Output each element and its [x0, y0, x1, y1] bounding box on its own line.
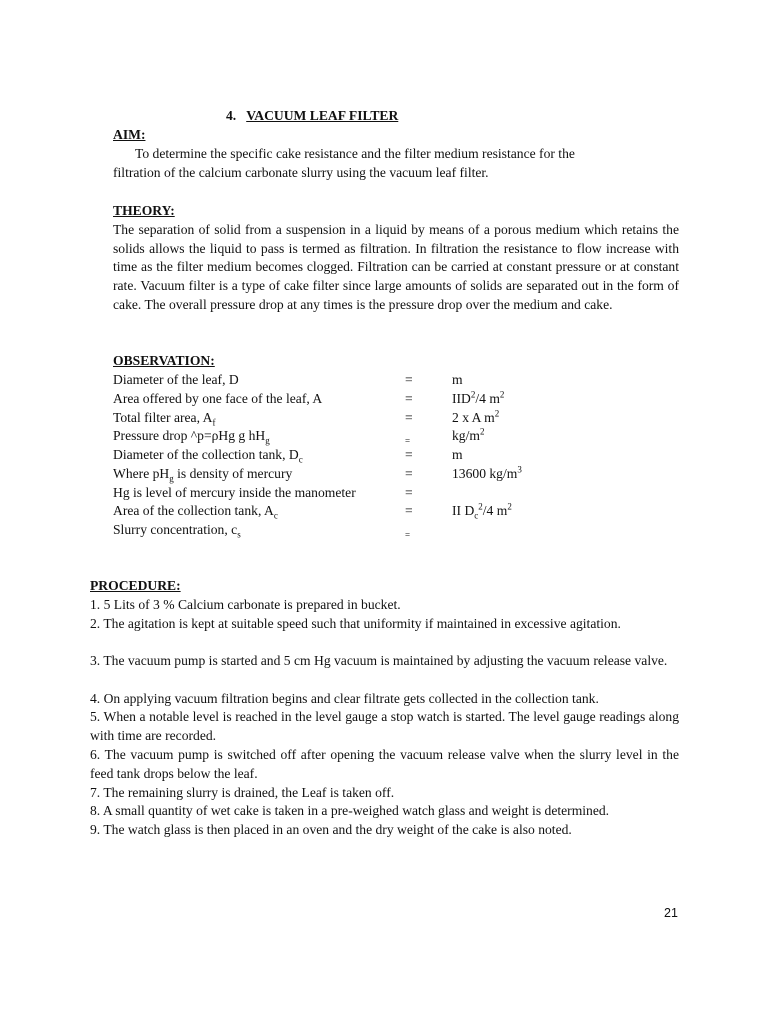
aim-text-line-1: To determine the specific cake resistance and the filter medium resistance for the	[135, 146, 575, 161]
aim-text-line-2: filtration of the calcium carbonate slurry using the vacuum leaf filter.	[113, 165, 489, 180]
procedure-step: 9. The watch glass is then placed in an oven and the dry weight of the cake is also noted.	[90, 822, 572, 837]
procedure-step: 2. The agitation is kept at suitable speed such that uniformity if maintained in excessive agitation.	[90, 616, 621, 631]
page-title	[226, 107, 398, 126]
procedure-step: 5. When a notable level is reached in the level gauge a stop watch is started. The level gauge readings along with time are recorded.	[90, 709, 679, 743]
observation-label: Diameter of the leaf, D	[113, 372, 239, 387]
equals-sign: =	[405, 372, 413, 387]
observation-label: Area offered by one face of the leaf, A	[113, 391, 323, 406]
section-title: VACUUM LEAF FILTER	[246, 108, 399, 123]
page-number: 21	[664, 906, 678, 920]
observation-label: Where $pH_g$ is density of mercury	[113, 466, 293, 484]
observation-label: Diameter of the collection tank, $D_c$	[113, 447, 303, 465]
observation-value: IID$^2$/4 $m^2$	[452, 389, 505, 406]
observation-label: Hg is level of mercury inside the manometer	[113, 485, 356, 500]
observation-value: m	[452, 372, 463, 387]
equals-sign: =	[405, 503, 413, 518]
aim-heading: AIM:	[113, 127, 146, 142]
procedure-step: 1. 5 Lits of 3 % Calcium carbonate is prepared in bucket.	[90, 597, 401, 612]
procedure-heading: PROCEDURE:	[90, 578, 181, 593]
equals-sign: =	[405, 530, 411, 540]
observation-label: Slurry concentration, $c_s$	[113, 522, 241, 540]
equals-sign: =	[405, 485, 413, 500]
procedure-step: 6. The vacuum pump is switched off after opening the vacuum release valve when the slurry level in the feed tank drops below the leaf.	[90, 747, 679, 781]
theory-heading: THEORY:	[113, 203, 175, 218]
theory-text: The separation of solid from a suspension in a liquid by means of a porous medium which retains the solids allows the liquid to pass is termed as filtration. In filtration the resistance to flow increase with time as the filter medium becomes clogged. Filtration can be carried at constant pressure or at constant rate. Vacuum filter is a type of cake filter since large amounts of solids are separated out in the form of cake. The overall pressure drop at any times is the pressure drop over the medium and cake.	[113, 222, 679, 312]
equals-sign: =	[405, 410, 413, 425]
procedure-step: 4. On applying vacuum filtration begins and clear filtrate gets collected in the collection tank.	[90, 691, 599, 706]
observation-value: 2 x A $m^2$	[452, 408, 500, 425]
equals-sign: =	[405, 436, 411, 446]
procedure-step: 3. The vacuum pump is started and 5 cm Hg vacuum is maintained by adjusting the vacuum release valve.	[90, 653, 668, 668]
observation-value: II $D_c^2/4$ $m^2$	[452, 501, 512, 521]
procedure-step: 8. A small quantity of wet cake is taken in a pre-weighed watch glass and weight is determined.	[90, 803, 610, 818]
observation-value: m	[452, 447, 463, 462]
observation-label: Pressure drop ^p=ρHg g $hH_g$	[113, 428, 270, 446]
procedure-step: 7. The remaining slurry is drained, the Leaf is taken off.	[90, 785, 395, 800]
section-number: 4.	[226, 108, 237, 123]
observation-value: 13600 $kg/m^3$	[452, 464, 522, 481]
observation-label: Area of the collection tank, $A_c$	[113, 503, 278, 521]
observation-heading: OBSERVATION:	[113, 353, 215, 368]
equals-sign: =	[405, 466, 413, 481]
observation-value: $kg/m^2$	[452, 426, 485, 443]
equals-sign: =	[405, 391, 413, 406]
observation-label: Total filter area, $A_f$	[113, 410, 216, 428]
equals-sign: =	[405, 447, 413, 462]
